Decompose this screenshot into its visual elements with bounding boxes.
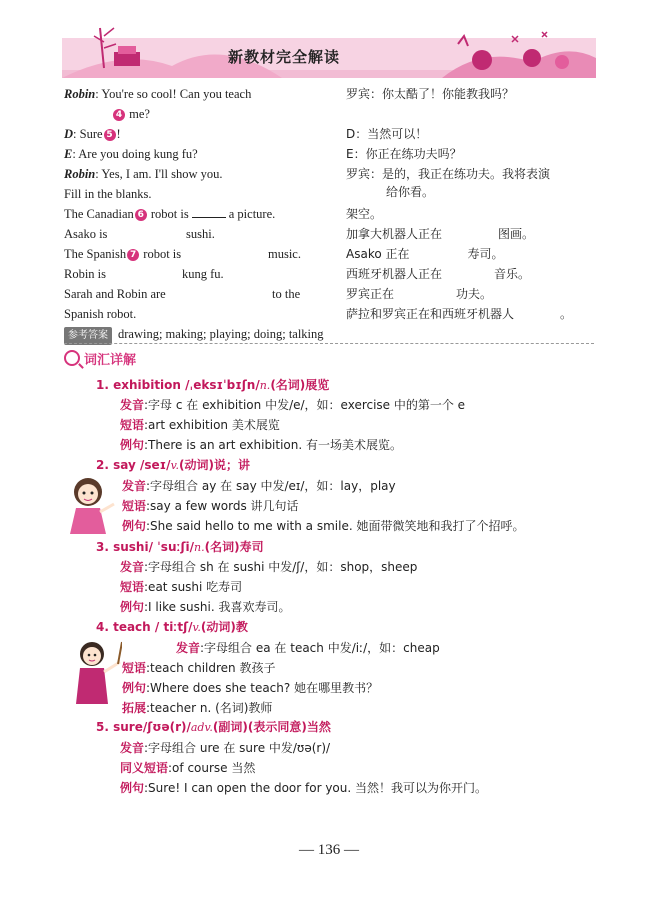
answer-blank: [192, 207, 226, 218]
fill-line-end: music.: [268, 247, 301, 261]
vocab-line: 短语:art exhibition 美术展览: [120, 418, 280, 432]
vocab-line: 例句:Sure! I can open the door for you. 当然！我可以为你开门。: [120, 781, 487, 795]
fill-translation: Asako 正在 寿司。: [346, 247, 504, 261]
dialogue-translation: D：当然可以！: [346, 127, 428, 141]
teacher-illustration: [64, 638, 122, 708]
vocab-section-title: 词汇详解: [64, 349, 136, 368]
fill-line: Robin is: [64, 267, 107, 281]
fill-line: The Spanish 7 robot is: [64, 247, 182, 261]
fill-line: The Canadian 6 robot is a picture.: [64, 207, 276, 221]
dialogue-line: E: Are you doing kung fu?: [64, 147, 198, 161]
dialogue-translation: 给你看。: [386, 185, 435, 199]
vocab-line: 例句:Where does she teach? 她在哪里教书？: [122, 681, 379, 695]
vocab-head: 1. exhibition /ˌeksɪˈbɪʃn/n.(名词)展览: [96, 378, 330, 392]
vocab-head: 4. teach / tiːtʃ/v.(动词)教: [96, 620, 248, 634]
fill-translation: 西班牙机器人正在 音乐。: [346, 267, 531, 281]
fill-line: Asako is: [64, 227, 108, 241]
girl-illustration: [62, 474, 118, 536]
fill-line-end: kung fu.: [182, 267, 224, 281]
vocab-head: 2. say /seɪ/v.(动词)说；讲: [96, 458, 250, 472]
magnifier-icon: [64, 350, 80, 366]
fill-line: Spanish robot.: [64, 307, 137, 321]
dialogue-line: D: Sure 5 !: [64, 127, 121, 141]
vocab-line: 同义短语:of course 当然: [120, 761, 256, 775]
answer-tag: 参考答案: [64, 327, 112, 345]
blank-number-badge: 4: [113, 109, 125, 121]
fill-line-end: sushi.: [186, 227, 215, 241]
blank-number-badge: 7: [127, 249, 139, 261]
blank-number-badge: 5: [104, 129, 116, 141]
dialogue-translation: 罗宾：你太酷了！你能教我吗？: [346, 87, 515, 101]
vocab-line: 发音:字母组合 ure 在 sure 中发/ʊə(r)/: [120, 741, 331, 755]
page-number: — 136 —: [299, 842, 359, 858]
vocab-head: 5. sure/ʃʊə(r)/adv.(副词)(表示同意)当然: [96, 720, 331, 734]
vocab-line: 例句:She said hello to me with a smile. 她面带微笑地和我打了个招呼。: [122, 519, 525, 533]
section-divider: [64, 343, 594, 344]
vocab-line: 例句:There is an art exhibition. 有一场美术展览。: [120, 438, 403, 452]
vocab-line: 发音:字母组合 ea 在 teach 中发/iː/，如：cheap: [176, 641, 440, 655]
blank-number-badge: 6: [135, 209, 147, 221]
vocab-line: 发音:字母组合 ay 在 say 中发/eɪ/，如：lay，play: [122, 479, 396, 493]
fill-translation: 架空。: [346, 207, 383, 221]
fill-line: Sarah and Robin are: [64, 287, 166, 301]
vocab-line: 短语:teach children 教孩子: [122, 661, 276, 675]
dialogue-translation: 罗宾：是的，我正在练功夫。我将表演: [346, 167, 551, 181]
dialogue-line: Robin: You're so cool! Can you teach: [64, 87, 252, 101]
fill-title: Fill in the blanks.: [64, 187, 152, 201]
fill-translation: 萨拉和罗宾正在和西班牙机器人 。: [346, 307, 573, 321]
vocab-line: 拓展:teacher n. (名词)教师: [122, 701, 273, 715]
dialogue-line: Robin: Yes, I am. I'll show you.: [64, 167, 223, 181]
dialogue-line: 4 me?: [112, 106, 150, 122]
vocab-line: 发音:字母 c 在 exhibition 中发/e/，如：exercise 中的第一个 e: [120, 398, 466, 412]
fill-line-end: to the: [272, 287, 301, 301]
fill-translation: 罗宾正在 功夫。: [346, 287, 493, 301]
vocab-line: 例句:I like sushi. 我喜欢寿司。: [120, 600, 291, 614]
vocab-head: 3. sushi/ ˈsuːʃi/n.(名词)寿司: [96, 540, 264, 554]
fill-translation: 加拿大机器人正在 图画。: [346, 227, 535, 241]
dialogue-translation: E：你正在练功夫吗？: [346, 147, 462, 161]
answer-line: 参考答案 drawing; making; playing; doing; talking: [64, 326, 324, 345]
vocab-line: 发音:字母组合 sh 在 sushi 中发/ʃ/，如：shop，sheep: [120, 560, 418, 574]
vocab-line: 短语:eat sushi 吃寿司: [120, 580, 243, 594]
header-title: 新教材完全解读: [228, 48, 341, 66]
vocab-line: 短语:say a few words 讲几句话: [122, 499, 299, 513]
